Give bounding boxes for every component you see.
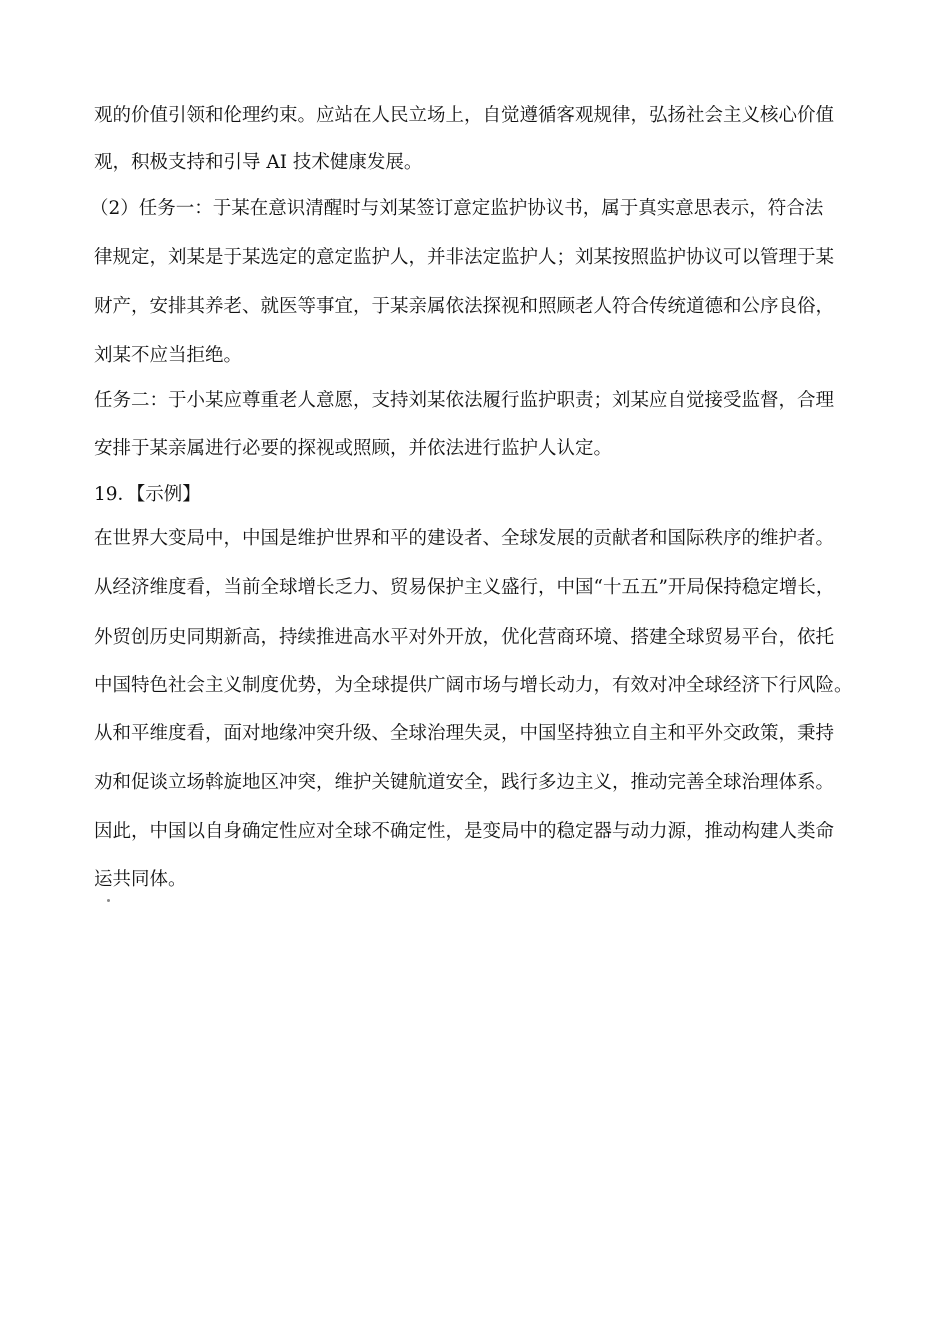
text-line-15: 劝和促谈立场斡旋地区冲突，维护关键航道安全，践行多边主义，推动完善全球治理体系。 xyxy=(94,772,835,793)
text-line-6: 刘某不应当拒绝。 xyxy=(94,345,243,366)
text-line-13: 中国特色社会主义制度优势，为全球提供广阔市场与增长动力，有效对冲全球经济下行风险。 xyxy=(94,675,853,696)
text-line-14: 从和平维度看，面对地缘冲突升级、全球治理失灵，中国坚持独立自主和平外交政策，秉持 xyxy=(94,723,835,744)
text-line-11: 从经济维度看，当前全球增长乏力、贸易保护主义盛行，中国“十五五”开局保持稳定增长， xyxy=(94,577,835,598)
text-line-10: 在世界大变局中，中国是维护世界和平的建设者、全球发展的贡献者和国际秩序的维护者。 xyxy=(94,528,835,549)
paragraph-mark-dot xyxy=(107,899,110,902)
text-line-2: 观，积极支持和引导 AI 技术健康发展。 xyxy=(94,152,423,173)
question-number-19: 19．【示例】 xyxy=(94,484,201,505)
text-line-8: 安排于某亲属进行必要的探视或照顾，并依法进行监护人认定。 xyxy=(94,438,613,459)
text-line-16: 因此，中国以自身确定性应对全球不确定性，是变局中的稳定器与动力源，推动构建人类命 xyxy=(94,821,835,842)
text-line-17: 运共同体。 xyxy=(94,869,187,890)
text-line-3: （2）任务一：于某在意识清醒时与刘某签订意定监护协议书，属于真实意思表示，符合法 xyxy=(90,198,824,219)
text-line-7: 任务二：于小某应尊重老人意愿，支持刘某依法履行监护职责；刘某应自觉接受监督，合理 xyxy=(94,390,835,411)
text-line-5: 财产，安排其养老、就医等事宜，于某亲属依法探视和照顾老人符合传统道德和公序良俗， xyxy=(94,296,835,317)
text-line-4: 律规定，刘某是于某选定的意定监护人，并非法定监护人；刘某按照监护协议可以管理于某 xyxy=(94,247,835,268)
text-line-12: 外贸创历史同期新高，持续推进高水平对外开放，优化营商环境、搭建全球贸易平台，依托 xyxy=(94,627,835,648)
text-line-1: 观的价值引领和伦理约束。应站在人民立场上，自觉遵循客观规律，弘扬社会主义核心价值 xyxy=(94,105,835,126)
